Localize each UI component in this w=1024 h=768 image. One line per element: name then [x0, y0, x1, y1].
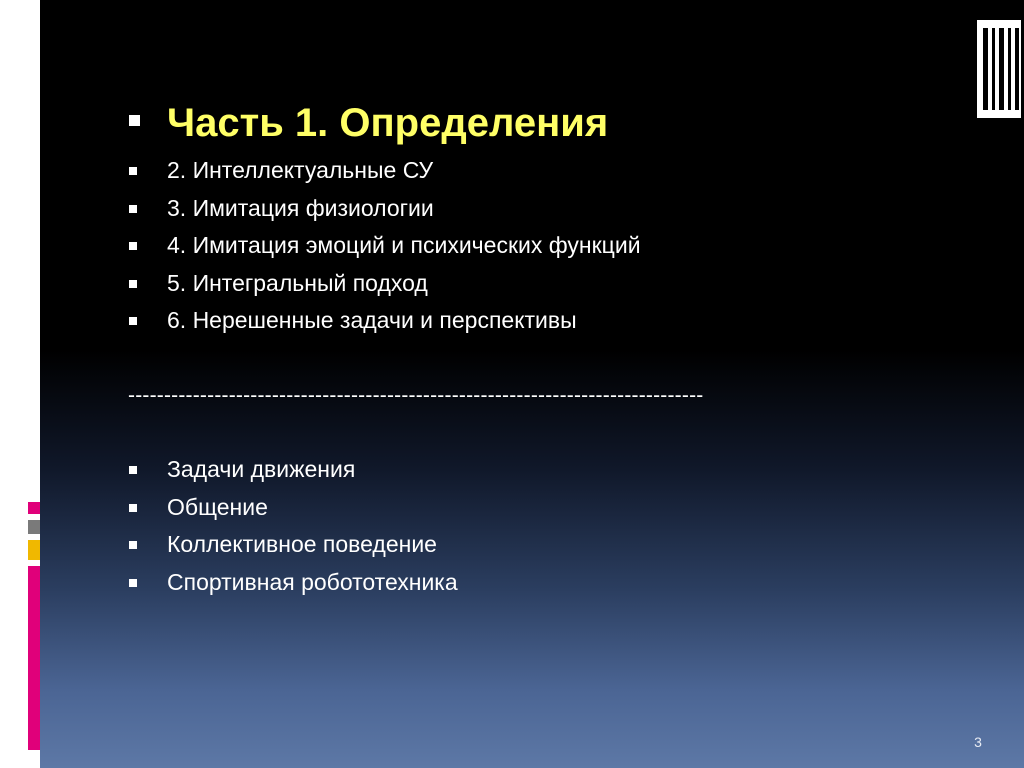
list-item-text: 2. Интеллектуальные СУ — [167, 157, 434, 183]
square-bullet-icon — [129, 317, 137, 325]
list-item — [126, 526, 966, 564]
list-item — [126, 152, 966, 190]
pink-accent-stripe — [28, 566, 40, 750]
list-item-text: Коллективное поведение — [167, 531, 437, 557]
slide-title — [126, 94, 966, 152]
list-item-text: Спортивная робототехника — [167, 568, 458, 595]
dashed-divider: -------------------------------------------------------------------------------- — [128, 383, 704, 407]
square-bullet-icon — [129, 504, 137, 512]
square-bullet-icon — [129, 115, 140, 126]
list-item — [126, 227, 966, 265]
list-item — [126, 302, 966, 340]
list-item — [126, 451, 966, 489]
square-bullet-icon — [129, 205, 137, 213]
slide-content — [126, 94, 966, 601]
list-item — [126, 265, 966, 303]
list-item-text: 5. Интегральный подход — [167, 269, 428, 296]
yellow-accent-block — [28, 540, 40, 560]
square-bullet-icon — [129, 541, 137, 549]
list-item-text: 6. Нерешенные задачи и перспективы — [167, 307, 577, 333]
square-bullet-icon — [129, 167, 137, 175]
list-item-text: 3. Имитация физиологии — [167, 194, 434, 221]
square-bullet-icon — [129, 242, 137, 250]
square-bullet-icon — [129, 280, 137, 288]
list-item — [126, 489, 966, 527]
page-number: 3 — [974, 734, 982, 750]
list-item — [126, 190, 966, 228]
square-bullet-icon — [129, 466, 137, 474]
pink-accent-block — [28, 502, 40, 514]
square-bullet-icon — [129, 579, 137, 587]
list-item-text: Общение — [167, 493, 268, 520]
corner-stripes-icon — [977, 20, 1021, 118]
list-item-text: 4. Имитация эмоций и психических функций — [167, 232, 641, 258]
left-decorative-bar — [0, 0, 40, 768]
title-text: Часть 1. Определения — [167, 101, 609, 145]
list-item — [126, 564, 966, 602]
list-item-text: Задачи движения — [167, 456, 356, 482]
gray-accent-block — [28, 520, 40, 534]
